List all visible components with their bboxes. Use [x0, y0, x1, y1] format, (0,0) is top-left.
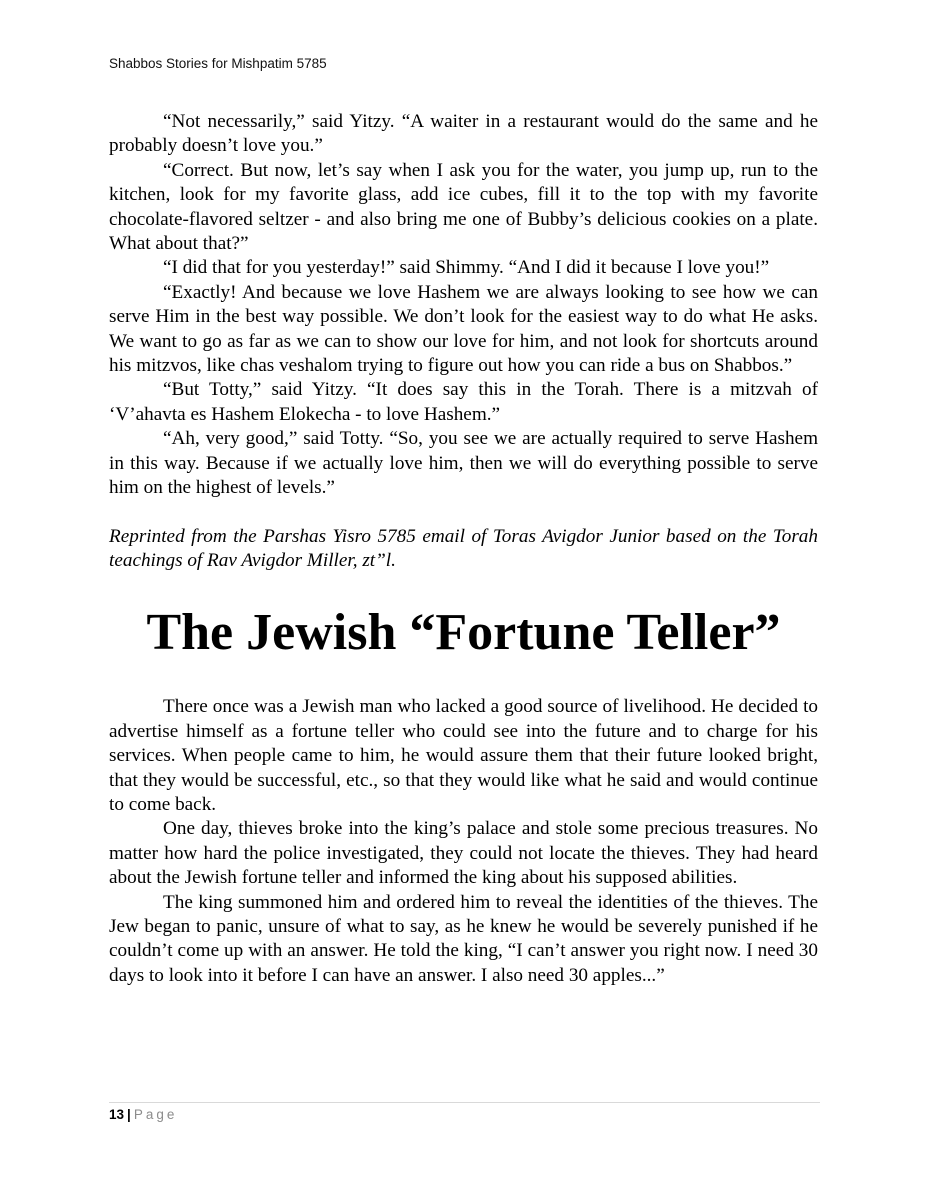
- story1-paragraph-2: “Correct. But now, let’s say when I ask you for the water, you jump up, run to the kitchen, look for my favorite glass, add ice cubes, fill it to the top with my favorite chocolate-flavored seltzer - and also bring me one of Bubby’s delicious cookies on a plate. What about that?”: [109, 159, 818, 255]
- story2-paragraph-3: The king summoned him and ordered him to reveal the identities of the thieves. The Jew began to panic, unsure of what to say, as he knew he would be severely punished if he couldn’t come up with an answer. He told the king, “I can’t answer you right now. I need 30 days to look into it before I can have an answer. I also need 30 apples...”: [109, 891, 818, 986]
- footer-divider: [109, 1102, 820, 1103]
- page-number: 13: [109, 1107, 125, 1122]
- story1-paragraph-1: “Not necessarily,” said Yitzy. “A waiter in a restaurant would do the same and he probably doesn’t love you.”: [109, 111, 818, 157]
- story1-paragraph-5: “But Totty,” said Yitzy. “It does say this in the Torah. There is a mitzvah of ‘V’ahavta es Hashem Elokecha - to love Hashem.”: [109, 379, 818, 425]
- story1-paragraph-6: “Ah, very good,” said Totty. “So, you see we are actually required to serve Hashem in this way. Because if we actually love him, then we will do everything possible to serve him on the highest of levels.”: [109, 428, 818, 499]
- footer-separator: |: [127, 1107, 131, 1122]
- story2-paragraph-1: There once was a Jewish man who lacked a good source of livelihood. He decided to advertise himself as a fortune teller who could see into the future and to charge for his services. When people came to him, he would assure them that their future looked bright, that they would be successful, etc., so that they would like what he said and would continue to come back.: [109, 696, 818, 815]
- page-body: [109, 110, 818, 988]
- story1-paragraph-4: “Exactly! And because we love Hashem we are always looking to see how we can serve Him in the best way possible. We don’t look for the easiest way to do what He asks. We want to go as far as we can to show our love for him, and not look for shortcuts around his mitzvos, like chas veshalom trying to figure out how you can ride a bus on Shabbos.”: [109, 281, 818, 377]
- page-footer: [109, 1107, 177, 1122]
- page-label: Page: [133, 1107, 178, 1122]
- story2-paragraph-2: One day, thieves broke into the king’s palace and stole some precious treasures. No matter how hard the police investigated, they could not locate the thieves. They had heard about the Jewish fortune teller and informed the king about his supposed abilities.: [109, 818, 818, 889]
- story1-paragraph-3: “I did that for you yesterday!” said Shimmy. “And I did it because I love you!”: [163, 257, 770, 279]
- story-title: The Jewish “Fortune Teller”: [146, 604, 781, 662]
- running-header: Shabbos Stories for Mishpatim 5785: [109, 56, 327, 71]
- story1-credit: Reprinted from the Parshas Yisro 5785 email of Toras Avigdor Junior based on the Torah teachings of Rav Avigdor Miller, zt”l.: [109, 525, 818, 571]
